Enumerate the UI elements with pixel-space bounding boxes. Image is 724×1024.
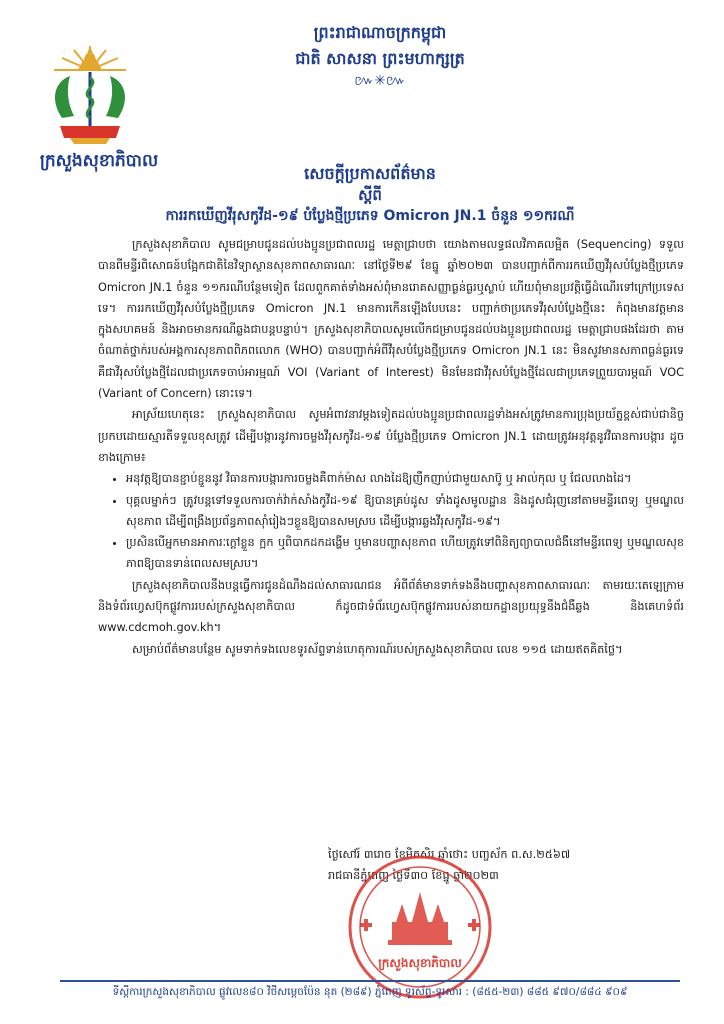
ministry-name: ក្រសួងសុខាភិបាល [39, 151, 159, 171]
title-line-2: ស្តីពី [358, 186, 382, 204]
paragraph-1: ក្រសួងសុខាភិបាល សូមជម្រាបជូនដល់បងប្អូនប្រជាពលរដ្ឋ មេត្តាជ្រាបថា យោងតាមលទ្ធផលវិភាគលម្អិត (Sequencing) ទទួលបានពីមន្ទីរពិសោធន៍បង្អែកជាតិនៃវិទ្យាស្ថានសុខភាពសាធារណៈ នៅថ្ងៃទី២៩ ខែធ្នូ ឆ្នាំ២០២៣ បានបញ្ជាក់ពីការរកឃើញវីរុសបំប្លែងថ្មីប្រភេទ Omicron JN.1 ចំនួន ១១ករណីបន្ថែមទៀត ដែលពួកគាត់ទាំងអស់ពុំមានរោគសញ្ញាធ្ងន់ធ្ងរឬស្លាប់ ហើយពុំមានប្រវត្តិធ្វើដំណើរទៅក្រៅប្រទេសទេ។ ការរកឃើញវីរុសបំប្លែងថ្មីប្រភេទ Omicron JN.1 មានការកើនឡើងបែបនេះ បញ្ជាក់ថាប្រភេទវីរុសបំប្លែងថ្មីនេះ កំពុងមានវត្តមានក្នុងសហគមន៍ និងអាចមានករណីឆ្លងជាបន្តបន្ទាប់។ ក្រសួងសុខាភិបាលសូមលើកជម្រាបជូនដល់បងប្អូនប្រជាពលរដ្ឋ មេត្តាជ្រាបផងដែរថា តាមចំណាត់ថ្នាក់របស់អង្គការសុខភាពពិភពលោក (WHO) បានបញ្ជាក់អំពីវីរុសបំប្លែងថ្មីប្រភេទ Omicron JN.1 នេះ មិនសូវមានសភាពធ្ងន់ធ្ងរទេ គឺជាវីរុសបំប្លែងថ្មីដែលជាប្រភេទចាប់អារម្មណ៍ VOI (Variant of Interest) មិនមែនជាវីរុសបំប្លែងថ្មីដែលជាប្រភេទព្រួយបារម្ភណ៍ VOC (Variant of Concern) នោះទេ។ [98, 238, 684, 401]
ministry-of-health-emblem-icon [40, 40, 140, 150]
paragraph-3: ក្រសួងសុខាភិបាលនឹងបន្តធ្វើការជូនដំណឹងដល់សាធារណជន អំពីព័ត៌មានទាក់ទងនឹងបញ្ហាសុខភាពសាធារណៈ តាមរយៈតេឡេក្រាម និងទំព័រហ្វេសប៊ុកផ្លូវការរបស់ក្រសួងសុខាភិបាល ក៏ដូចជាទំព័រហ្វេសប៊ុកផ្លូវការរបស់នាយកដ្ឋានប្រយុទ្ធនឹងជំងឺឆ្លង និងគេហទំព័រ www.cdcmoh.gov.kh។ [98, 578, 684, 635]
list-item: • ប្រសិនបើអ្នកមានអាការៈក្តៅខ្លួន ក្អក ឬពិបាកដកដង្ហើម ឬមានបញ្ហាសុខភាព ហើយត្រូវទៅពិនិត្យព្យាបាលជំងឺនៅមន្ទីរពេទ្យ ឬមណ្ឌលសុខភាពឱ្យបានទាន់ពេលសមស្រប។ [126, 532, 684, 575]
ornament-icon: ៚✳៚ [354, 73, 406, 89]
prevention-list [98, 468, 684, 574]
seal-text: ក្រសួងសុខាភិបាល [378, 956, 462, 970]
footer-divider [60, 980, 680, 982]
footer-address: ទីស្តីការក្រសួងសុខាភិបាល ផ្លូវលេខ៨០ វិថីសម្តេចប៉ែន នុត (២៨៩) ភ្នំពេញ ទូរស័ព្ទ-ទូរសារ : (៨៥៥-២៣) ៨៨៥ ៩៧០/៨៨៤ ៩០៩ [112, 986, 628, 998]
national-motto: ជាតិ សាសនា ព្រះមហាក្សត្រ [295, 49, 465, 68]
lunar-date: ថ្ងៃសៅរ៍ ៣រោច ខែមិគសិរ ឆ្នាំថោះ បញ្ចស័ក ព.ស.២៥៦៧ [328, 848, 571, 861]
kingdom-header [180, 20, 580, 90]
list-item: • អនុវត្តឱ្យបានខ្ជាប់ខ្ជួននូវ វិធានការបង្ការការចម្លងគឺពាក់ម៉ាស លាងដៃឱ្យញឹកញាប់ជាមួយសាប៊ូ ឬ អាល់កុល ឬ ជែលលាងដៃ។ [126, 468, 684, 489]
title-line-1: សេចក្តីប្រកាសព័ត៌មាន [304, 164, 436, 183]
kingdom-name: ព្រះរាជាណាចក្រកម្ពុជា [313, 23, 447, 42]
paragraph-4: សម្រាប់ព័ត៌មានបន្ថែម សូមទាក់ទងលេខទូរស័ព្ទទាន់ហេតុការណ៍របស់ក្រសួងសុខាភិបាល លេខ ១១៥ ដោយឥតគិតថ្លៃ។ [132, 642, 623, 656]
announcement-body [98, 234, 684, 660]
place-date: រាជធានីភ្នំពេញ ថ្ងៃទី៣០ ខែធ្នូ ឆ្នាំ២០២៣ [328, 869, 499, 882]
list-item: • បុគ្គលម្នាក់ៗ ត្រូវបន្តទៅទទួលការចាក់វ៉ាក់សាំងកូវីដ-១៩ ឱ្យបានគ្រប់ដូស ទាំងដូសមូលដ្ឋាន និងដូសជំរុញនៅតាមមន្ទីរពេទ្យ ឬមណ្ឌលសុខភាព ដើម្បីពង្រឹងប្រព័ន្ធភាពស៊ាំរៀងៗខ្លួនឱ្យបានសមស្រប ដើម្បីបង្ការឆ្លងវីរុសកូវីដ-១៩។ [126, 490, 684, 533]
paragraph-2: អាស្រ័យហេតុនេះ ក្រសួងសុខាភិបាល សូមអំពាវនាវម្តងទៀតដល់បងប្អូនប្រជាពលរដ្ឋទាំងអស់ត្រូវមានការប្រុងប្រយ័ត្នខ្ពស់ជាប់ជានិច្ចប្រកបដោយស្មារតីទទួលខុសត្រូវ ដើម្បីបង្ការនូវការចម្លងវីរុសកូវីដ-១៩ បំប្លែងថ្មីប្រភេទ Omicron JN.1 ដោយត្រូវអនុវត្តនូវវិធានការបង្ការ ដូចខាងក្រោម៖ [98, 408, 684, 464]
title-line-3: ការរកឃើញវីរុសកូវីដ-១៩ បំប្លែងថ្មីប្រភេទ Omicron JN.1 ចំនួន ១១ករណី [165, 208, 575, 224]
announcement-title [90, 163, 650, 227]
